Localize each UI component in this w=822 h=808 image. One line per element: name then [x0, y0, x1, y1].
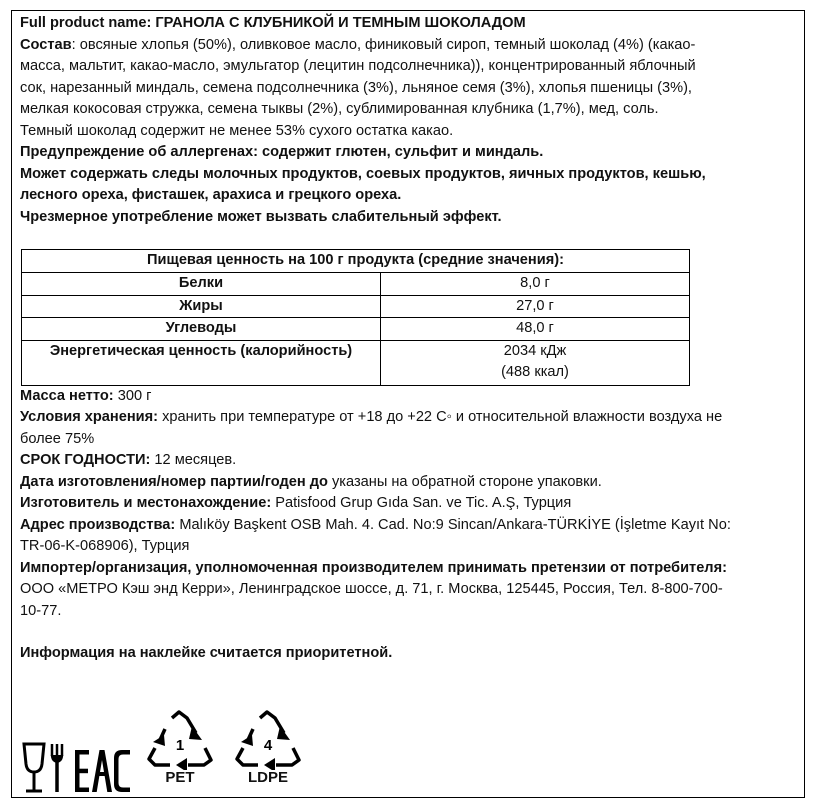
nutrient-value [381, 340, 690, 385]
composition-label: Состав [20, 36, 72, 53]
composition-line-3: сок, нарезанный миндаль, семена подсолнечника (3%), льняное семя (3%), хлопья пшеницы (3%), [20, 79, 692, 96]
nutrient-name: Углеводы [22, 318, 381, 341]
storage-value-1: хранить при температуре от +18 до +22 С◦ и относительной влажности воздуха не [158, 409, 723, 425]
storage-line-1 [20, 407, 800, 429]
importer-line-2: 10-77. [20, 602, 62, 619]
label-content [20, 13, 800, 665]
nutrient-name: Энергетическая ценность (калорийность) [22, 340, 381, 385]
date-label: Дата изготовления/номер партии/годен до [20, 473, 328, 490]
nutrient-value: 48,0 г [381, 318, 690, 341]
nutrition-table [21, 249, 690, 386]
shelf-life-label: СРОК ГОДНОСТИ: [20, 452, 151, 468]
traces-warning-2: лесного ореха, фисташек, арахиса и грецкого ореха. [20, 187, 402, 203]
traces-warning-1: Может содержать следы молочных продуктов, соевых продуктов, яичных продуктов, кешью, [20, 165, 706, 182]
recycle-triangle-icon [228, 706, 308, 770]
nutrient-value: 27,0 г [381, 295, 690, 318]
spacer [20, 228, 800, 249]
recycle-ldpe-label: LDPE [247, 769, 288, 786]
nutrient-value: 8,0 г [381, 273, 690, 296]
symbols-row [22, 706, 322, 796]
product-name-label: Full product name: [20, 15, 152, 31]
importer-label: Импортер/организация, уполномоченная производителем принимать претензии от потребителя: [20, 559, 727, 576]
composition-line-1 [20, 35, 800, 57]
nutrition-row-protein [22, 273, 690, 296]
manufacturer-label: Изготовитель и местонахождение: [20, 495, 272, 511]
nutrition-header-row [22, 250, 690, 273]
address-value-1: Malıköy Başkent OSB Mah. 4. Cad. No:9 Sincan/Ankara-TÜRKİYE (İşletme Kayıt No: [175, 516, 731, 533]
shelf-life-value: 12 месяцев. [150, 452, 237, 468]
shelf-life-line [20, 450, 800, 472]
product-name-value: ГРАНОЛА С КЛУБНИКОЙ И ТЕМНЫМ ШОКОЛАДОМ [155, 15, 526, 31]
net-weight-line [20, 386, 800, 408]
recycle-pet-symbol [140, 706, 220, 794]
manufacturer-value: Patisfood Grup Gıda San. ve Tic. A.Ş, Турция [271, 495, 572, 511]
glass-fork-icon [22, 742, 68, 796]
storage-label: Условия хранения: [20, 409, 159, 425]
eac-mark-icon [75, 750, 131, 792]
address-line-2: TR-06-K-068906), Турция [20, 538, 190, 554]
laxative-warning: Чрезмерное употребление может вызвать слабительный эффект. [20, 208, 502, 225]
manufacturer-line [20, 493, 800, 515]
address-line-1 [20, 515, 800, 537]
energy-kcal: (488 ккал) [501, 364, 569, 380]
nutrient-name: Белки [22, 273, 381, 296]
address-label: Адрес производства: [20, 516, 176, 533]
recycle-ldpe-symbol [228, 706, 308, 794]
energy-kj: 2034 кДж [503, 342, 567, 359]
nutrition-row-fat [22, 295, 690, 318]
composition-line-5: Темный шоколад содержит не менее 53% сухого остатка какао. [20, 122, 454, 139]
net-weight-label: Масса нетто: [20, 387, 114, 404]
product-name-line [20, 13, 800, 35]
sticker-note: Информация на наклейке считается приоритетной. [20, 645, 393, 661]
recycle-pet-label: PET [165, 769, 195, 786]
recycle-triangle-icon [140, 706, 220, 770]
date-value: указаны на обратной стороне упаковки. [327, 473, 602, 490]
nutrition-row-energy [22, 340, 690, 385]
allergen-warning: Предупреждение об аллергенах: содержит глютен, сульфит и миндаль. [20, 144, 544, 160]
nutrient-name: Жиры [22, 295, 381, 318]
spacer [20, 622, 800, 643]
recycle-pet-number: 1 [175, 737, 185, 754]
importer-line-1: ООО «МЕТРО Кэш энд Керри», Ленинградское шоссе, д. 71, г. Москва, 125445, Россия, Тел. 8-800-700- [20, 581, 723, 597]
storage-line-2: более 75% [20, 430, 95, 447]
composition-text-1: : овсяные хлопья (50%), оливковое масло, финиковый сироп, темный шоколад (4%) (какао- [71, 36, 696, 53]
nutrition-row-carbs [22, 318, 690, 341]
composition-line-2: масса, мальтит, какао-масло, эмульгатор (лецитин подсолнечника)), концентрированный яблочный [20, 58, 696, 74]
recycle-ldpe-number: 4 [263, 737, 273, 754]
net-weight-value: 300 г [113, 387, 152, 404]
date-line [20, 472, 800, 494]
nutrition-header: Пищевая ценность на 100 г продукта (средние значения): [22, 250, 690, 273]
composition-line-4: мелкая кокосовая стружка, семена тыквы (2%), сублимированная клубника (1,7%), мед, соль. [20, 101, 659, 117]
